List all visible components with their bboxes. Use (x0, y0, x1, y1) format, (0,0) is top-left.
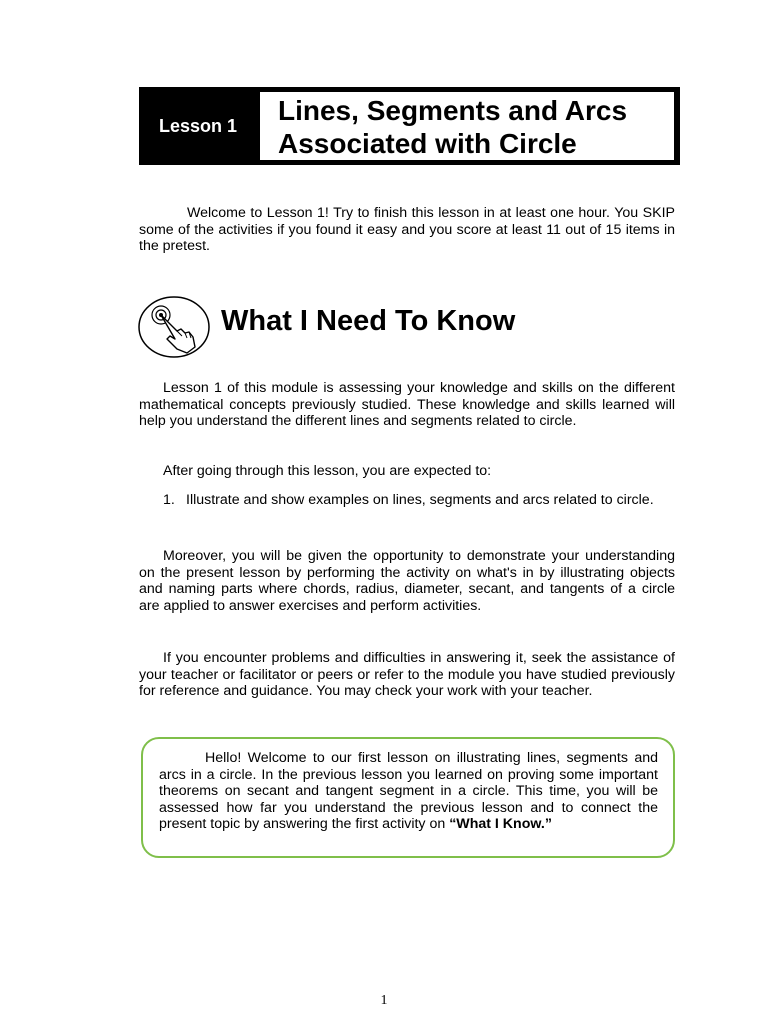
section-title: What I Need To Know (221, 305, 516, 337)
paragraph-overview: Lesson 1 of this module is assessing your knowledge and skills on the different mathematical concepts previously studied. These knowledge and skills learned will help you understand the different lines and segments related to circle. (139, 380, 675, 430)
lesson-header (139, 87, 680, 165)
list-text: Illustrate and show examples on lines, segments and arcs related to circle. (186, 492, 654, 508)
lesson-title-box (260, 92, 674, 160)
list-number: 1. (163, 492, 175, 508)
page-number: 1 (380, 993, 388, 1008)
paragraph-objectives-intro: After going through this lesson, you are expected to: (163, 463, 492, 479)
callout-body: Hello! Welcome to our first lesson on illustrating lines, segments and arcs in a circle. In the previous lesson you learned on proving some important theorems on secant and tangent segment in a circle. This time, you will be assessed how far you understand the previous lesson and to connect the present topic by answering the first activity on (159, 750, 658, 833)
intro-paragraph: Welcome to Lesson 1! Try to finish this lesson in at least one hour. You SKIP some of the activities if you found it easy and you score at least 11 out of 15 items in the pretest. (139, 205, 675, 255)
lesson-title-line-1: Lines, Segments and Arcs (278, 95, 628, 126)
touch-hand-icon (137, 295, 213, 359)
callout-text (159, 750, 658, 833)
lesson-title-line-2: Associated with Circle (278, 128, 577, 159)
paragraph-moreover: Moreover, you will be given the opportunity to demonstrate your understanding on the present lesson by performing the activity on what's in by illustrating objects and naming parts where chords, radius, diameter, secant, and tangents of a circle are applied to answer exercises and perform activities. (139, 548, 675, 614)
paragraph-assistance: If you encounter problems and difficulties in answering it, seek the assistance of your teacher or facilitator or peers or refer to the module you have studied previously for reference and guidance. You may check your work with your teacher. (139, 650, 675, 700)
callout-bold-text: “What I Know.” (449, 816, 552, 833)
objective-list-item (163, 490, 675, 510)
welcome-callout-box (141, 737, 675, 858)
lesson-label: Lesson 1 (158, 115, 238, 136)
